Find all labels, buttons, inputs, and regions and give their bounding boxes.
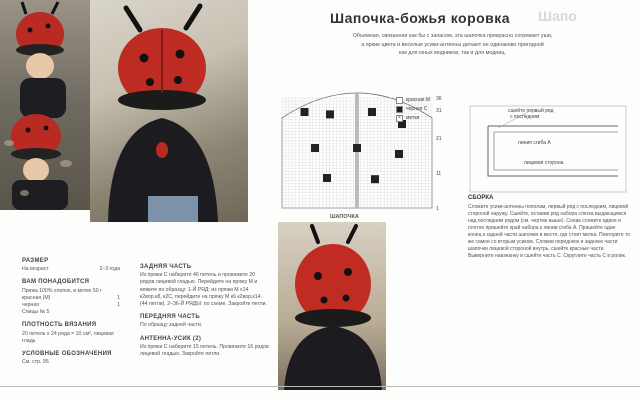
antenna-diagram-shape bbox=[468, 104, 628, 194]
chart-spot bbox=[301, 108, 309, 116]
front-text: По образцу задней части. bbox=[140, 322, 203, 329]
chart-legend bbox=[396, 96, 430, 123]
legend-black: черная С bbox=[396, 105, 430, 114]
size-heading: РАЗМЕР bbox=[22, 258, 49, 264]
chart-row-label: 31 bbox=[436, 108, 442, 114]
chart-spot bbox=[395, 150, 403, 158]
photo-hat-back bbox=[278, 222, 386, 390]
assembly-section bbox=[468, 195, 630, 260]
chart-spot bbox=[353, 144, 361, 152]
back-text: Из пряжи С наберите 46 петель и провяжите 20 рядов лицевой гладью. Перейдите на пряжу М и вяжите по образцу: 1-Й РЯД: из пряжи М х14 к2вор.к8, к2С, перейдите на пряжу М к6 к2вор.к14. (44 петли). 2–36-Й РЯДЫ: по схеме. Закройте петли. bbox=[140, 272, 268, 308]
chart-spot bbox=[323, 174, 331, 182]
density-heading: ПЛОТНОСТЬ ВЯЗАНИЯ bbox=[22, 322, 97, 329]
chart-spot bbox=[326, 110, 334, 118]
front-heading: ПЕРЕДНЯЯ ЧАСТЬ bbox=[140, 314, 200, 321]
intro-line-3: как для юных модников, так и для модниц. bbox=[399, 50, 506, 57]
chart-spot bbox=[311, 144, 319, 152]
child-illustration-small bbox=[0, 0, 90, 210]
chart-row-label: 1 bbox=[436, 206, 439, 212]
diagram-note-2: с последним bbox=[510, 114, 540, 120]
legend-heading: УСЛОВНЫЕ ОБОЗНАЧЕНИЯ bbox=[22, 351, 112, 358]
intro-text bbox=[330, 32, 575, 58]
antenna-heading: АНТЕННА-УСИК (2) bbox=[140, 335, 202, 342]
antenna-diagram bbox=[468, 104, 628, 194]
density-text: 20 петель х 24 ряда = 10 см², лицевая гладь bbox=[22, 330, 114, 344]
chart-row-label: 21 bbox=[436, 136, 442, 142]
assembly-heading: СБОРКА bbox=[468, 195, 494, 201]
page-title: Шапочка-божья коровка bbox=[330, 10, 511, 26]
black-yarn-row: черная 1 bbox=[22, 302, 120, 309]
chart-row-label: 11 bbox=[436, 171, 442, 177]
legend-mark: × метки bbox=[396, 114, 430, 123]
chart-spot bbox=[371, 175, 379, 183]
chart-spot bbox=[368, 108, 376, 116]
back-heading: ЗАДНЯЯ ЧАСТЬ bbox=[140, 264, 192, 270]
diagram-note-1: сшейте первый ряд bbox=[508, 108, 554, 114]
intro-line-1: Объемная, связанная как бы с запасом, эта шапочка прекрасно согревает уши, bbox=[352, 33, 553, 39]
child-back-illustration bbox=[90, 0, 248, 222]
assembly-text: Сложите усики-антенны пополам, первый ряд с последним, лицевой стороной наружу. Сшейте, оставив ряд набора слегка выдающимся над последним рядом (см. чертеж выше). Снова сложите вдвое и плотно пришейте край набора к линии сгиба А. Пришейте один конец к задней части шапочки в месте, где стоит метка. Повторите то же самое со вторым усиком. Сложив переднюю и заднюю части шапочки лицевой стороной внутрь, сшейте красные части. Выверните наизнанку и сшейте часть С. Скруглите часть С в ролик. bbox=[468, 204, 630, 259]
diagram-face-label: лицевая сторона bbox=[524, 160, 564, 166]
hat-label: ШАПОЧКА bbox=[330, 214, 359, 220]
antenna-text: Из пряжи С наберите 15 петель. Провяжите 16 рядов лицевой гладью. Закройте петли. bbox=[140, 343, 269, 358]
legend-text: См. стр. 95 bbox=[22, 359, 49, 366]
intro-line-2: а яркие цвета и веселые усики-антенны делают ее одинаково пригодной bbox=[361, 41, 544, 48]
title-ghost: Шапо bbox=[538, 8, 577, 24]
page-footer-rule bbox=[0, 386, 640, 395]
legend-red: красная М bbox=[396, 96, 430, 105]
photo-child-back bbox=[90, 0, 248, 222]
hat-back-illustration bbox=[278, 222, 386, 390]
size-row: На возраст 2–3 года bbox=[22, 266, 120, 273]
yarn-heading: ВАМ ПОНАДОБИТСЯ bbox=[22, 279, 90, 286]
yarn-text: Пряжа 100% хлопок, в мотке 50 г bbox=[22, 287, 102, 294]
photo-child-side bbox=[0, 0, 90, 210]
red-yarn-row: красная (М) 1 bbox=[22, 294, 120, 301]
materials-column bbox=[22, 252, 120, 366]
spokes-text: Спицы № 5 bbox=[22, 309, 50, 316]
instructions-column bbox=[140, 258, 270, 358]
diagram-fold-label: линия сгиба А bbox=[518, 140, 551, 146]
chart-row-label: 36 bbox=[436, 96, 442, 102]
